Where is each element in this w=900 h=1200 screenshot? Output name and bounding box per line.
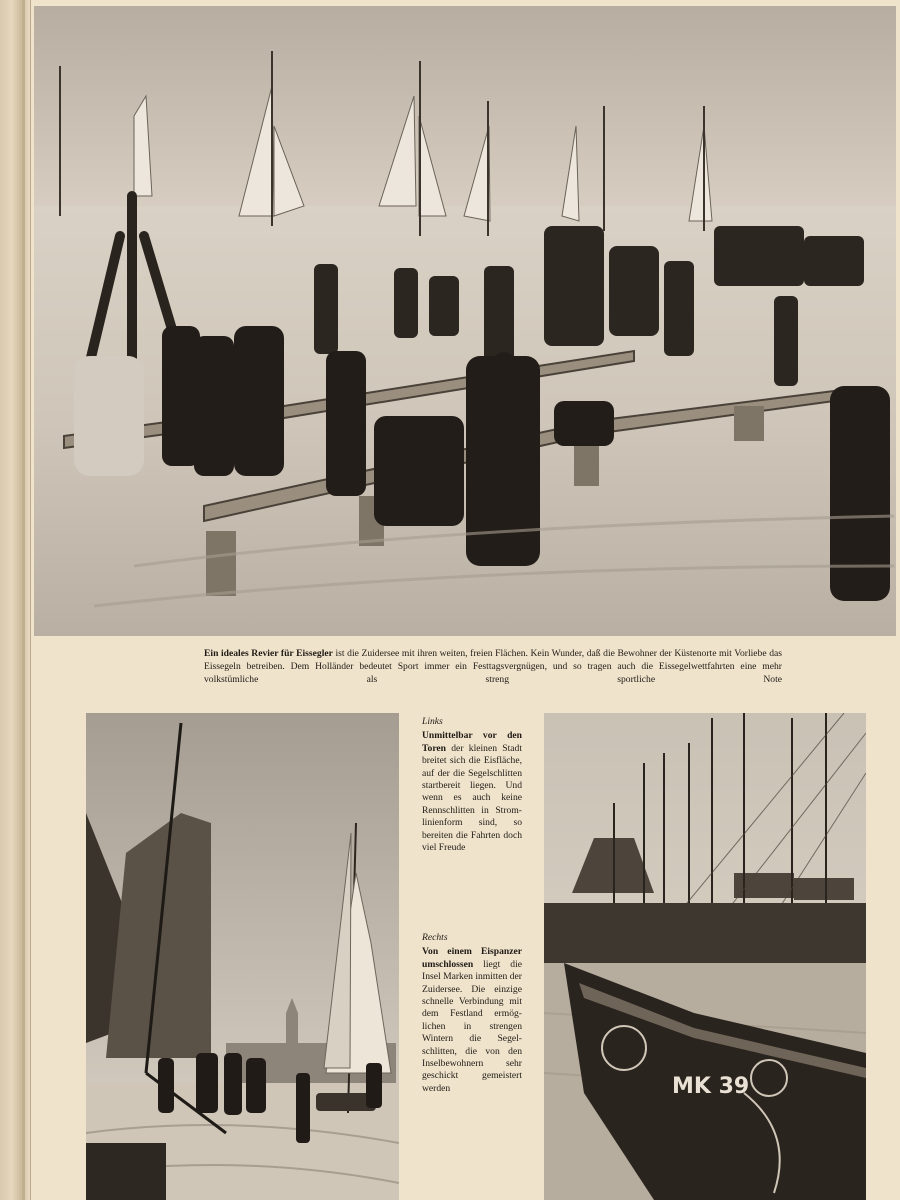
caption-links [422,716,522,854]
main-photo-caption [204,648,782,686]
boat-registration-text: MK 39 [672,1074,750,1099]
caption-links-text: der kleinen Stadt breitet sich die Eisfläche, auf der die Segelschlitten startbereit liegen. Und wenn es auch keine Rennschlitten in Stromlinienform sind, so bereiten die Fahrten doch viel Freude [422,742,522,854]
caption-rechts [422,932,522,1095]
caption-rechts-text: liegt die Insel Marken inmitten der Zuidersee. Die einzige schnelle Verbindung mit dem Festland ermöglichen in strengen Wintern die Segelschlitten, die von den Inselbewohnern sehr geschickt gemeistert werden [422,958,522,1094]
caption-rechts-label: Rechts [422,932,448,943]
caption-links-label: Links [422,716,443,727]
left-photo-illustration [86,713,399,1200]
caption-links-lead: Unmittelbar vor den Toren [422,730,522,754]
page-binding-edge [0,0,31,1200]
main-photo-ice-sailing [34,6,896,636]
main-photo-illustration [34,6,896,636]
caption-rechts-lead: Von einem Eispanzer umschlossen [422,946,522,970]
right-photo-illustration [544,713,866,1200]
main-caption-lead: Ein ideales Revier für Eissegler [204,648,333,659]
left-photo-sail-sleds [86,713,399,1200]
main-caption-text: ist die Zuidersee mit ihren weiten, freien Flächen. Kein Wunder, daß die Bewohner der Küstenorte mit Vorliebe das Eissegeln betreiben. Dem Holländer bedeutet Sport immer ein Festtagsvergnügen, und so tragen auch die Eissegelwettfahrten eine mehr volkstümliche als streng sportliche Note [204,648,782,685]
right-photo-marken-harbour [544,713,866,1200]
